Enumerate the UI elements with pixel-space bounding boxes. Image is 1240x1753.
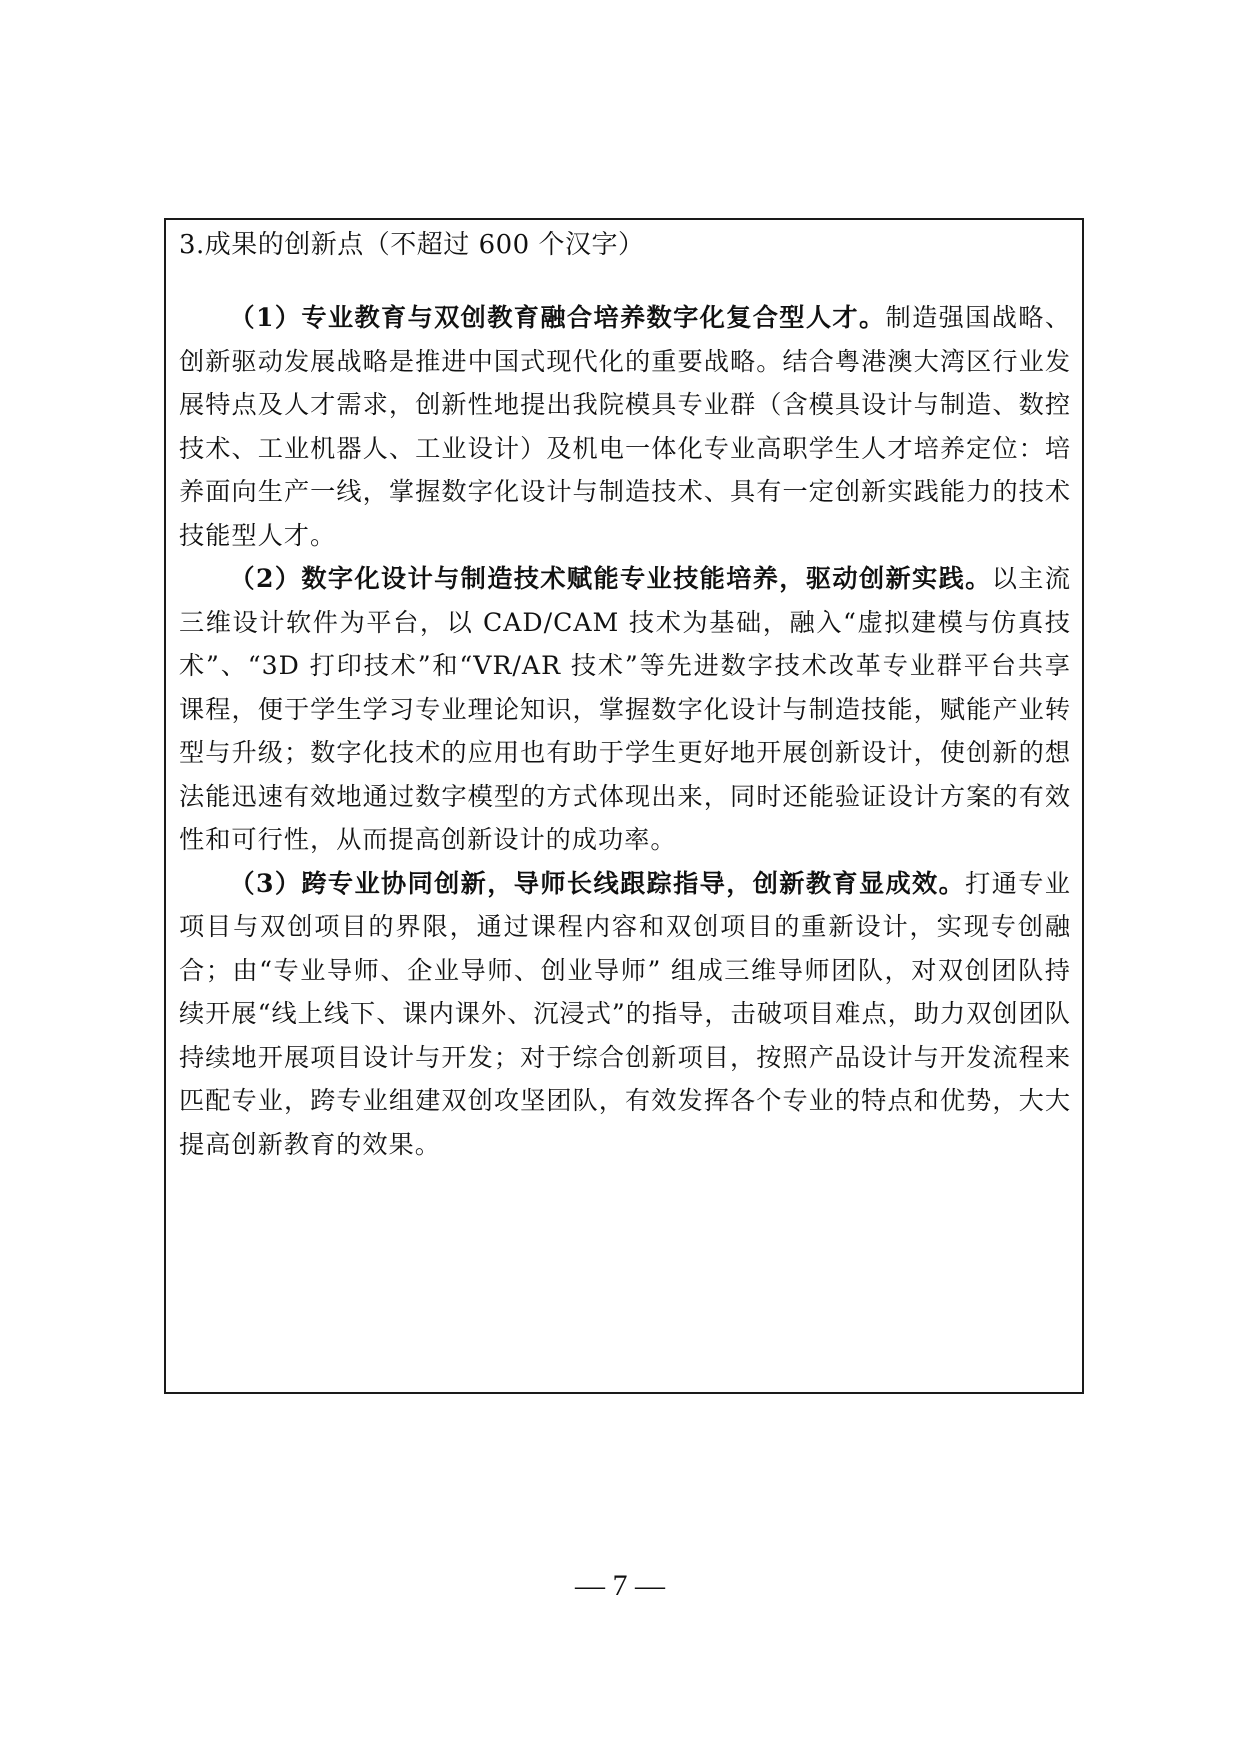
innovation-point-1	[179, 296, 1071, 557]
innovation-point-2-text: 以主流三维设计软件为平台，以 CAD/CAM 技术为基础，融入“虚拟建模与仿真技术”、“3D 打印技术”和“VR/AR 技术”等先进数字技术改革专业群平台共享课程，便于学生学习专业理论知识，掌握数字化设计与制造技能，赋能产业转型与升级；数字化技术的应用也有助于学生更好地开展创新设计，使创新的想法能迅速有效地通过数字模型的方式体现出来，同时还能验证设计方案的有效性和可行性，从而提高创新设计的成功率。	[179, 564, 1072, 854]
innovation-point-3-text: 打通专业项目与双创项目的界限，通过课程内容和双创项目的重新设计，实现专创融合；由“专业导师、企业导师、创业导师” 组成三维导师团队，对双创团队持续开展“线上线下、课内课外、沉浸式”的指导，击破项目难点，助力双创团队持续地开展项目设计与开发；对于综合创新项目，按照产品设计与开发流程来匹配专业，跨专业组建双创攻坚团队，有效发挥各个专业的特点和优势，大大提高创新教育的效果。	[179, 868, 1071, 1159]
innovation-point-2	[179, 557, 1071, 862]
innovation-points-body	[179, 296, 1071, 1166]
innovation-point-3-heading: （3）跨专业协同创新，导师长线跟踪指导，创新教育显成效。	[229, 867, 966, 898]
page-number: — 7 —	[575, 1569, 665, 1602]
content-box	[164, 218, 1084, 1394]
innovation-point-1-text: 制造强国战略、创新驱动发展战略是推进中国式现代化的重要战略。结合粤港澳大湾区行业发展特点及人才需求，创新性地提出我院模具专业群（含模具设计与制造、数控技术、工业机器人、工业设计）及机电一体化专业高职学生人才培养定位：培养面向生产一线，掌握数字化设计与制造技术、具有一定创新实践能力的技术技能型人才。	[179, 303, 1072, 550]
innovation-point-2-heading: （2）数字化设计与制造技术赋能专业技能培养，驱动创新实践。	[229, 563, 992, 593]
innovation-point-1-heading: （1）专业教育与双创教育融合培养数字化复合型人才。	[229, 302, 886, 332]
innovation-point-3	[179, 862, 1071, 1167]
section-title: 3.成果的创新点（不超过 600 个汉字）	[179, 230, 645, 260]
